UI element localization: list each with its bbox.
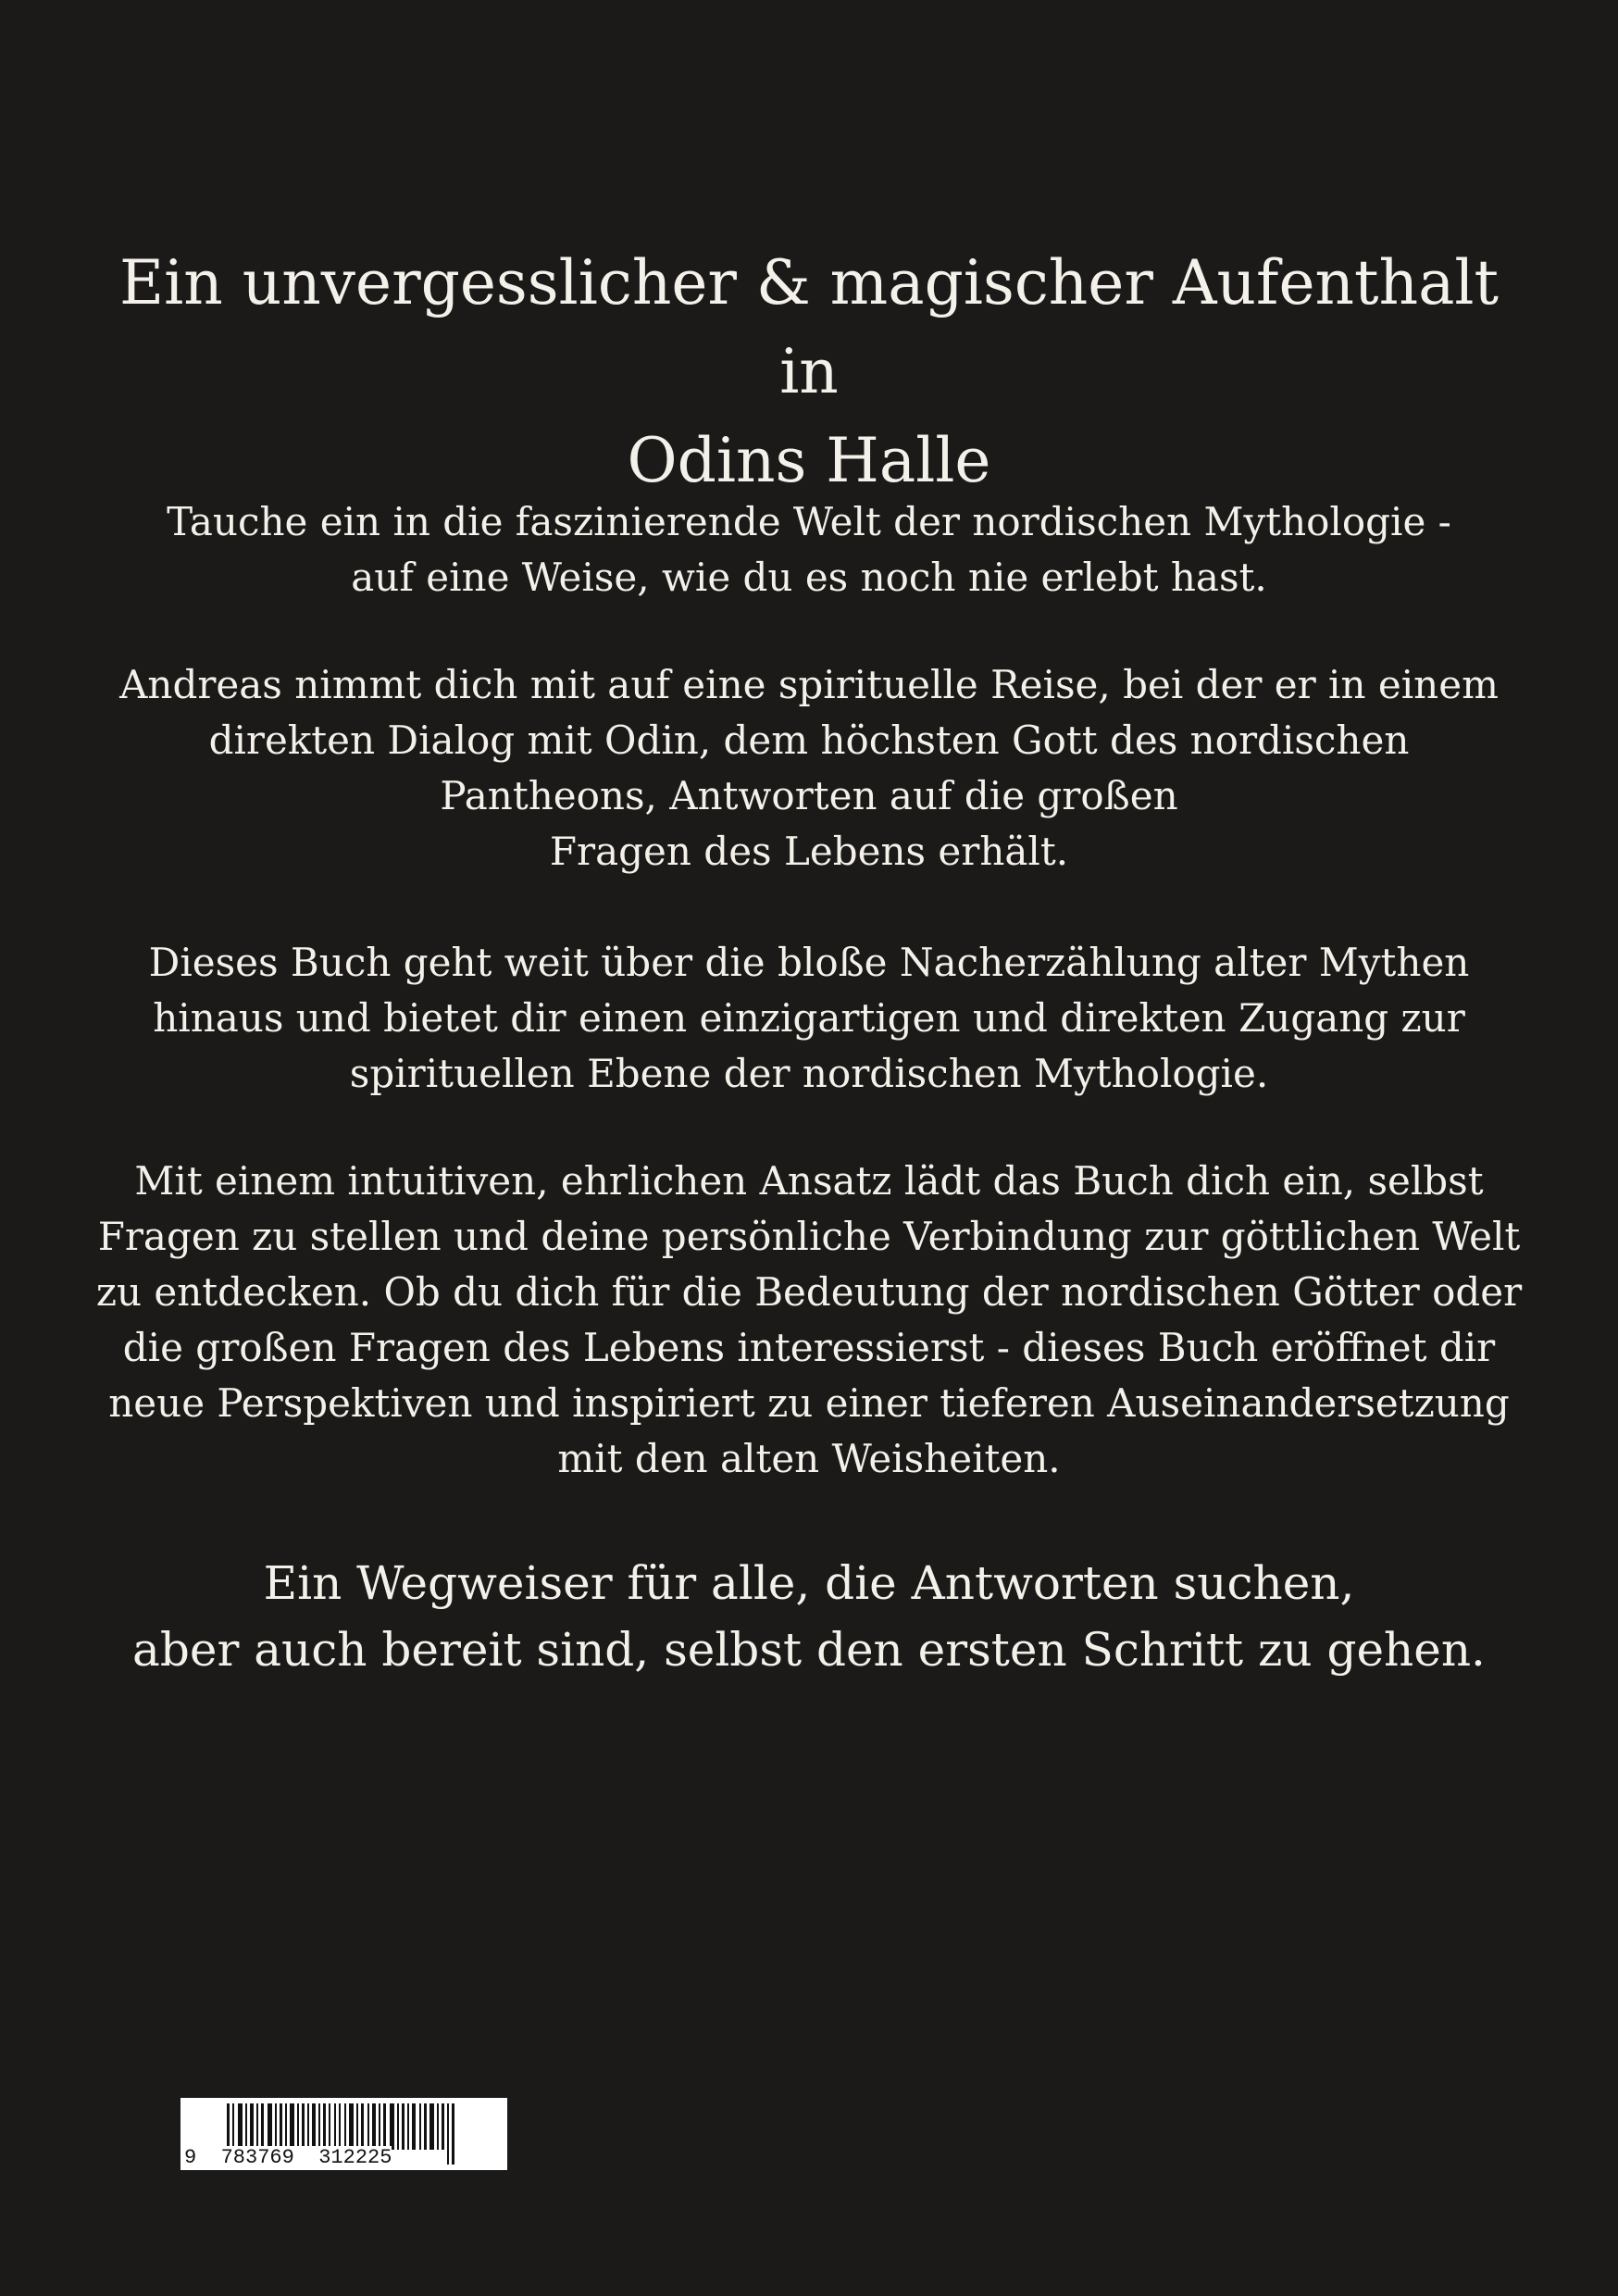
isbn-barcode — [180, 2098, 507, 2170]
blurb-line: zu entdecken. Ob du dich für die Bedeutung der nordischen Götter oder — [95, 1269, 1523, 1315]
cover-title — [111, 239, 1507, 505]
blurb-line: Mit einem intuitiven, ehrlichen Ansatz lädt das Buch dich ein, selbst — [134, 1158, 1484, 1204]
tagline-line: aber auch bereit sind, selbst den ersten Schritt zu gehen. — [132, 1623, 1486, 1677]
blurb-line: Dieses Buch geht weit über die bloße Nacherzählung alter Mythen — [148, 940, 1470, 985]
cover-title-line: Ein unvergesslicher & magischer Aufenthalt in — [118, 247, 1500, 407]
blurb-line: direkten Dialog mit Odin, dem höchsten Gott des nordischen — [208, 718, 1410, 763]
blurb-line: Fragen zu stellen und deine persönliche Verbindung zur göttlichen Welt — [97, 1214, 1521, 1259]
blurb-line: die großen Fragen des Lebens interessierst - dieses Buch eröffnet dir — [122, 1325, 1496, 1370]
blurb-line: Tauche ein in die faszinierende Welt der nordischen Mythologie - — [167, 499, 1451, 544]
isbn-digits: 9 783769 312225 — [184, 2146, 392, 2169]
blurb-line: spirituellen Ebene der nordischen Mythologie. — [349, 1051, 1269, 1096]
cover-title-line: Odins Halle — [627, 425, 991, 496]
blurb-line: hinaus und bietet dir einen einzigartigen und direkten Zugang zur — [153, 995, 1465, 1041]
blurb-line: Fragen des Lebens erhält. — [549, 829, 1069, 874]
blurb-line: neue Perspektiven und inspiriert zu einer tieferen Auseinandersetzung — [108, 1380, 1510, 1426]
tagline-line: Ein Wegweiser für alle, die Antworten suchen, — [263, 1556, 1355, 1610]
blurb-line: Andreas nimmt dich mit auf eine spirituelle Reise, bei der er in einem — [119, 662, 1499, 707]
blurb-line: Pantheons, Antworten auf die großen — [440, 773, 1178, 818]
blurb-line: mit den alten Weisheiten. — [557, 1436, 1061, 1481]
blurb-line: auf eine Weise, wie du es noch nie erlebt hast. — [351, 555, 1267, 600]
